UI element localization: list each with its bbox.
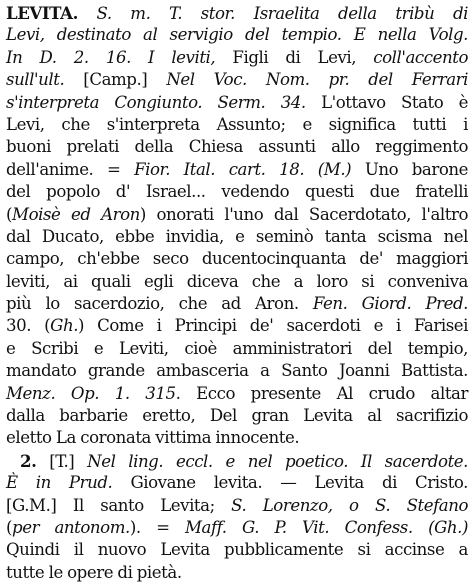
roman-text: [Camp.] (64, 70, 167, 90)
roman-text: dell'anime. = (6, 159, 135, 179)
entry-line (6, 405, 468, 427)
entry-line (6, 271, 468, 293)
italic-text: Nel ling. eccl. e nel poetico. Il sacerdote. (87, 451, 468, 471)
entry-line (6, 360, 468, 382)
roman-text: Giovane levita. — Levita di Cristo. (112, 473, 469, 493)
italic-text: Nel Voc. Nom. pr. del Ferrari (166, 70, 469, 90)
dictionary-entry (6, 2, 468, 584)
italic-text: per antonom. (12, 517, 130, 537)
roman-text: mandato grande ambasceria a Santo Joanni Battista. (6, 361, 468, 381)
roman-text: ( (6, 204, 13, 224)
roman-text: 30. ( (6, 316, 51, 336)
italic-text: In D. 2. 16. I leviti, (6, 47, 216, 67)
roman-text: Figli di Levi, (215, 47, 374, 67)
italic-text: Moisè ed Aron (12, 204, 140, 224)
entry-line (6, 539, 468, 561)
italic-text: sull'ult. (6, 70, 65, 90)
headword: LEVITA. (6, 3, 78, 23)
italic-text: È in Prud. (6, 473, 113, 493)
entry-line (6, 159, 468, 181)
italic-text: Fior. Ital. cart. 18. (M.) (134, 159, 352, 179)
roman-text: eletto La coronata vittima innocente. (6, 428, 300, 448)
italic-text: S. Lorenzo, o S. Stefano (231, 495, 468, 515)
entry-line (6, 24, 468, 46)
entry-line (6, 472, 468, 494)
roman-text: tutte le opere di pietà. (6, 562, 182, 582)
sense-number: 2. (20, 450, 37, 471)
italic-text: Maff. G. P. Vit. Confess. (Gh.) (184, 517, 468, 537)
entry-line (6, 427, 468, 449)
roman-text: e Scribi e Leviti, cioè amministratori del tempio, (6, 338, 468, 358)
entry-line (6, 204, 468, 226)
roman-text: dal Ducato, ebbe invidia, e seminò tanta scisma nel (6, 226, 468, 246)
entry-line (6, 293, 468, 315)
entry-line (6, 562, 468, 584)
roman-text: ) onorati l'uno dal Sacerdotato, l'altro (139, 204, 469, 224)
roman-text: ) Come i Principi de' sacerdoti e i Farisei (78, 316, 468, 336)
italic-text: S. m. T. stor. Israelita della tribù di (77, 4, 468, 23)
entry-line (6, 315, 468, 337)
roman-text: Ecco presente Al crudo altar (180, 383, 468, 403)
italic-text: s'interpreta Congiunto. Serm. 34. (6, 92, 306, 112)
roman-text: Levi, che s'interpreta Assunto; e significa tutti i (6, 114, 468, 134)
roman-text: del popolo d' Israel... vedendo questi due fratelli (6, 182, 468, 202)
entry-line (6, 383, 468, 405)
italic-text: coll'accento (373, 47, 468, 67)
roman-text: più lo sacerdozio, che ad Aron. (6, 294, 313, 314)
italic-text: Gh. (50, 316, 79, 336)
entry-line (6, 181, 468, 203)
entry-line (6, 2, 468, 24)
roman-text: Quindi il nuovo Levita pubblicamente si accinse a (6, 540, 468, 560)
entry-line (6, 495, 468, 517)
italic-text: Levi, destinato al servigio del tempio. E nella Volg. (6, 25, 468, 45)
roman-text: [T.] (36, 451, 88, 471)
entry-line (6, 450, 468, 472)
roman-text: L'ottavo Stato è (305, 92, 468, 112)
italic-text: Menz. Op. 1. 315. (6, 383, 181, 403)
entry-line (6, 114, 468, 136)
roman-text: campo, ch'ebbe seco ducentocinquanta de' maggiori (6, 249, 468, 269)
entry-line (6, 517, 468, 539)
entry-line (6, 92, 468, 114)
roman-text: buoni prelati della Chiesa assunti allo reggimento (6, 137, 468, 157)
roman-text: dalla barbarie eretto, Del gran Levita al sacrifizio (6, 406, 468, 426)
roman-text: leviti, ai quali egli diceva che a loro si conveniva (6, 271, 468, 291)
roman-text: [G.M.] Il santo Levita; (6, 495, 232, 515)
entry-line (6, 226, 468, 248)
roman-text: Uno barone (351, 159, 468, 179)
entry-line (6, 69, 468, 91)
roman-text: ( (6, 517, 13, 537)
entry-line (6, 338, 468, 360)
roman-text: ). = (129, 517, 185, 537)
entry-line (6, 248, 468, 270)
italic-text: Fen. Giord. Pred. (312, 294, 469, 314)
entry-line (6, 136, 468, 158)
entry-line (6, 47, 468, 69)
